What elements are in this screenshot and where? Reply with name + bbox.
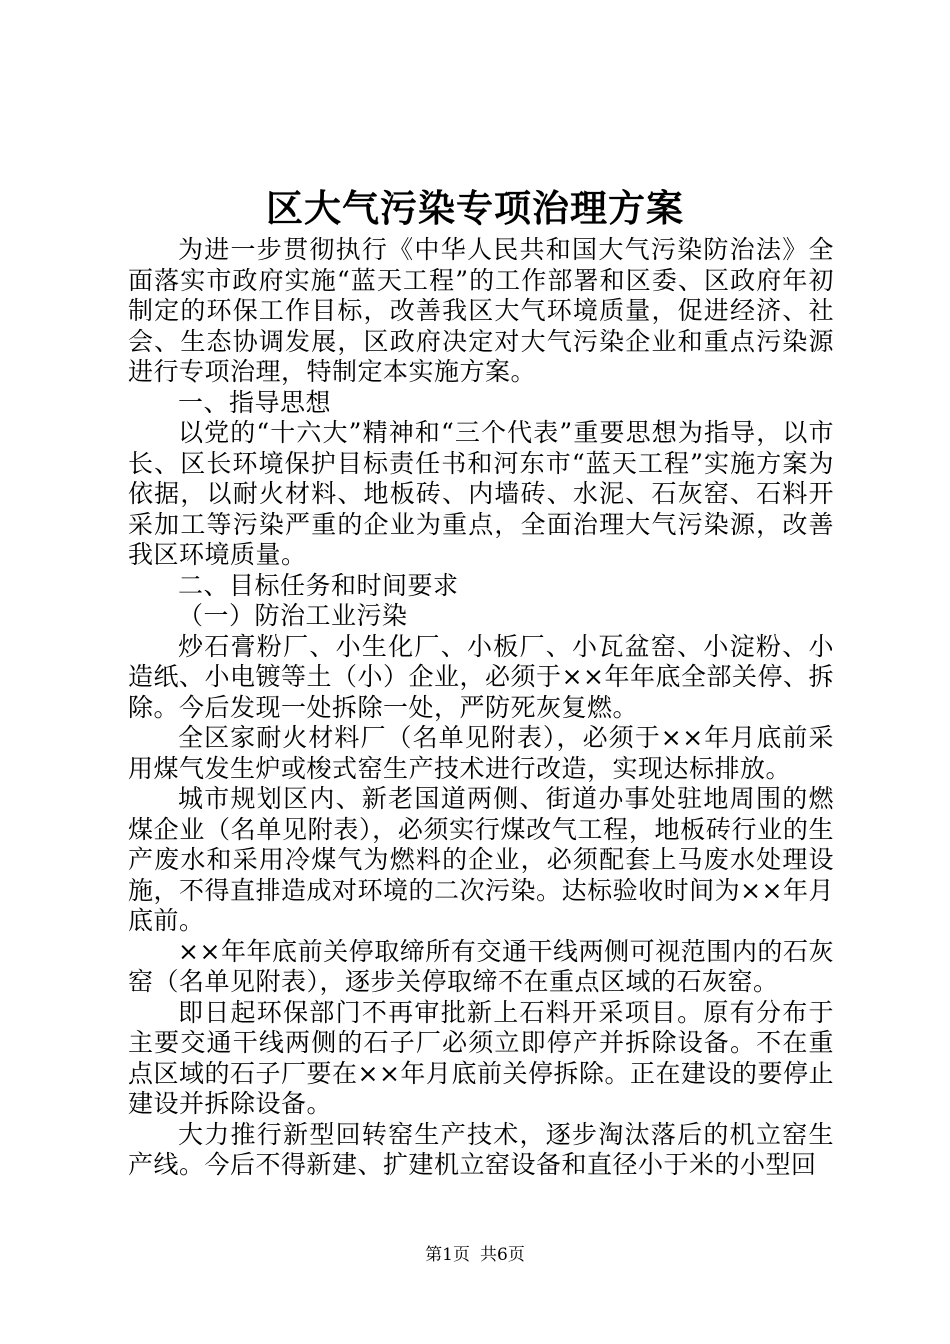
paragraph-guiding-thought: 以党的“十六大”精神和“三个代表”重要思想为指导，以市长、区长环境保护目标责任书和河东市“蓝天工程”实施方案为依据，以耐火材料、地板砖、内墙砖、水泥、石灰窑、石料开采加工等污染严重的企业为重点，全面治理大气污染源，改善我区环境质量。 bbox=[128, 418, 834, 569]
document-body bbox=[128, 235, 834, 1181]
subsection-heading-industrial-pollution: （一）防治工业污染 bbox=[178, 601, 408, 630]
paragraph-quarrying: 即日起环保部门不再审批新上石料开采项目。原有分布于主要交通干线两侧的石子厂必须立即停产并拆除设备。不在重点区域的石子厂要在××年月底前关停拆除。正在建设的要停止建设并拆除设备。 bbox=[128, 997, 834, 1118]
section-heading-guiding-thought: 一、指导思想 bbox=[178, 387, 332, 417]
paragraph-small-enterprises: 炒石膏粉厂、小生化厂、小板厂、小瓦盆窑、小淀粉、小造纸、小电镀等土（小）企业，必须于××年年底全部关停、拆除。今后发现一处拆除一处，严防死灰复燃。 bbox=[128, 631, 834, 722]
section-heading-goals: 二、目标任务和时间要求 bbox=[178, 570, 459, 600]
paragraph-intro: 为进一步贯彻执行《中华人民共和国大气污染防治法》全面落实市政府实施“蓝天工程”的工作部署和区委、区政府年初制定的环保工作目标，改善我区大气环境质量，促进经济、社会、生态协调发展，区政府决定对大气污染企业和重点污染源进行专项治理，特制定本实施方案。 bbox=[128, 235, 834, 386]
page-total: 共6页 bbox=[480, 1245, 525, 1265]
paragraph-lime-kilns: ××年年底前关停取缔所有交通干线两侧可视范围内的石灰窑（名单见附表），逐步关停取缔不在重点区域的石灰窑。 bbox=[128, 936, 834, 996]
paragraph-refractory-factories: 全区家耐火材料厂（名单见附表），必须于××年月底前采用煤气发生炉或梭式窑生产技术进行改造，实现达标排放。 bbox=[128, 723, 834, 783]
document-title: 区大气污染专项治理方案 bbox=[266, 186, 684, 230]
paragraph-rotary-kiln: 大力推行新型回转窑生产技术，逐步淘汰落后的机立窑生产线。今后不得新建、扩建机立窑设备和直径小于米的小型回 bbox=[128, 1119, 834, 1179]
paragraph-coal-enterprises: 城市规划区内、新老国道两侧、街道办事处驻地周围的燃煤企业（名单见附表），必须实行煤改气工程，地板砖行业的生产废水和采用冷煤气为燃料的企业，必须配套上马废水处理设施，不得直排造成对环境的二次污染。达标验收时间为××年月底前。 bbox=[128, 784, 834, 935]
page-number: 第1页 bbox=[425, 1245, 470, 1265]
page-footer bbox=[0, 1243, 950, 1267]
